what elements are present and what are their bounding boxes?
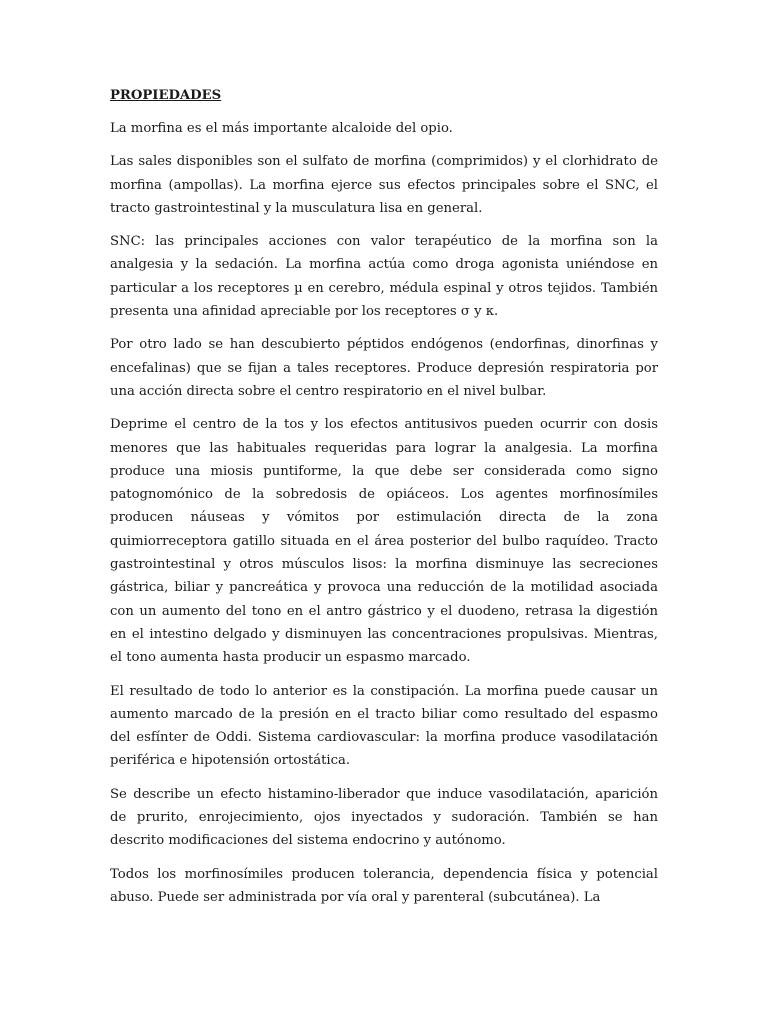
paragraph-2: Las sales disponibles son el sulfato de morfina (comprimidos) y el clorhidrato de morfina (ampollas). La morfina ejerce sus efectos principales sobre el SNC, el tracto gastrointestinal y la musculatura lisa en general. <box>110 154 658 216</box>
paragraph-5: Deprime el centro de la tos y los efectos antitusivos pueden ocurrir con dosis menores que las habituales requeridas para lograr la analgesia. La morfina produce una miosis puntiforme, la que debe ser considerada como signo patognomónico de la sobredosis de opiáceos. Los agentes morfinosímiles producen náuseas y vómitos por estimulación directa de la zona quimiorreceptora gatillo situada en el área posterior del bulbo raquídeo. Tracto gastrointestinal y otros músculos lisos: la morfina disminuye las secreciones gástrica, biliar y pancreática y provoca una reducción de la motilidad asociada con un aumento del tono en el antro gástrico y el duodeno, retrasa la digestión en el intestino delgado y disminuyen las concentraciones propulsivas. Mientras, el tono aumenta hasta producir un espasmo marcado. <box>110 417 658 666</box>
paragraph-7: Se describe un efecto histamino-liberador que induce vasodilatación, aparición de prurito, enrojecimiento, ojos inyectados y sudoración. También se han descrito modificaciones del sistema endocrino y autónomo. <box>110 786 658 849</box>
paragraph-3: SNC: las principales acciones con valor terapéutico de la morfina son la analgesia y la sedación. La morfina actúa como droga agonista uniéndose en particular a los receptores µ en cerebro, médula espinal y otros tejidos. También presenta una afinidad apreciable por los receptores σ y κ. <box>110 234 658 320</box>
document-body <box>110 84 658 919</box>
paragraph-4: Por otro lado se han descubierto péptidos endógenos (endorfinas, dinorfinas y encefalinas) que se fijan a tales receptores. Produce depresión respiratoria por una acción directa sobre el centro respiratorio en el nivel bulbar. <box>110 337 658 399</box>
paragraph-6: El resultado de todo lo anterior es la constipación. La morfina puede causar un aumento marcado de la presión en el tracto biliar como resultado del espasmo del esfínter de Oddi. Sistema cardiovascular: la morfina produce vasodilatación periférica e hipotensión ortostática. <box>110 683 658 769</box>
paragraph-8: Todos los morfinosímiles producen tolerancia, dependencia física y potencial abuso. Puede ser administrada por vía oral y parenteral (subcutánea). La <box>110 866 658 905</box>
section-heading: PROPIEDADES <box>110 88 222 103</box>
paragraph-1: La morfina es el más importante alcaloide del opio. <box>110 121 453 136</box>
